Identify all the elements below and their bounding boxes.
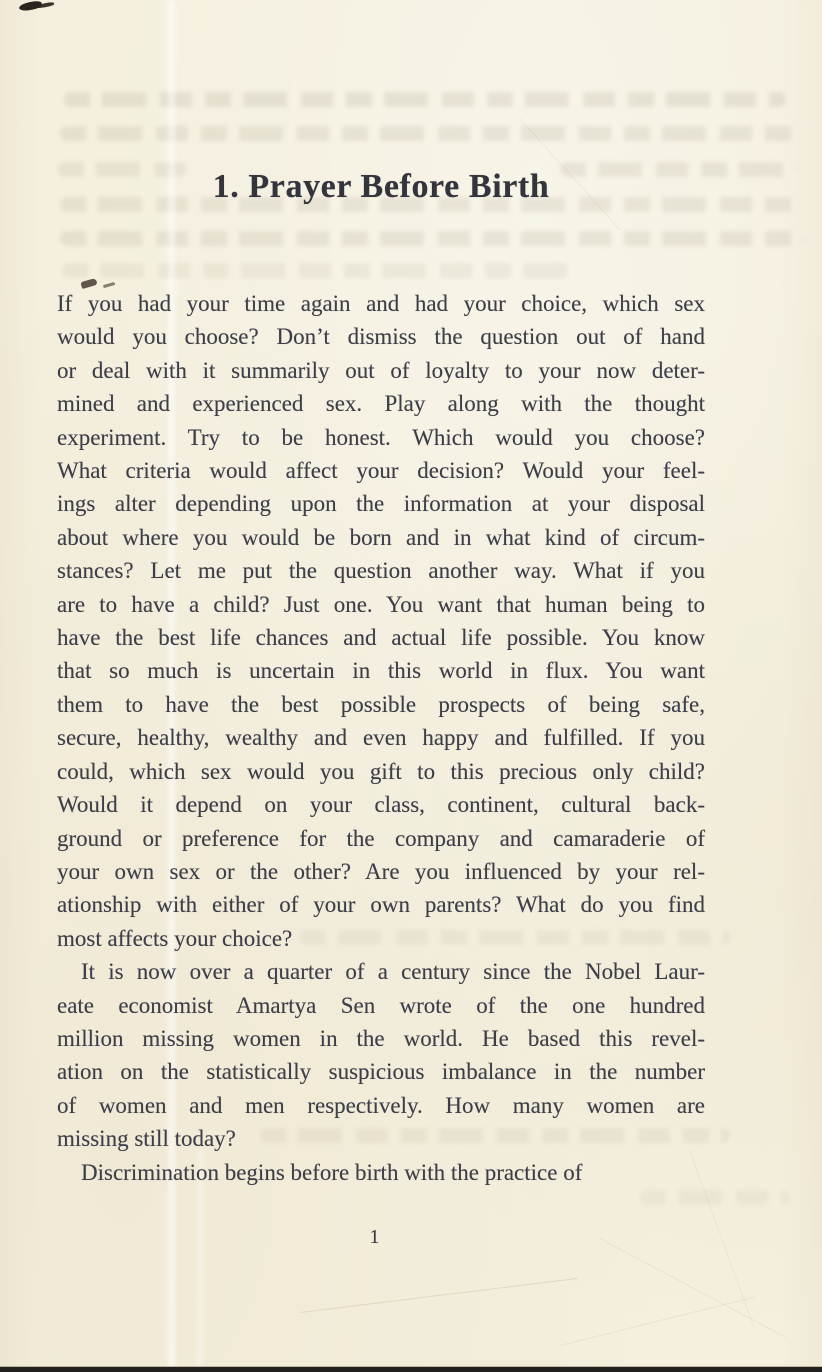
text-line: If you had your time again and had your choice, which sex (57, 291, 705, 316)
text-line: It is now over a quarter of a century since the Nobel Laur- (81, 959, 705, 985)
text-line: your own sex or the other? Are you influenced by your rel- (57, 858, 705, 884)
text-line: What criteria would affect your decision? Would your feel- (57, 458, 705, 484)
text-line: would you choose? Don’t dismiss the question out of hand (57, 324, 705, 350)
paper-crease (560, 1297, 754, 1346)
paper-crease (300, 1278, 578, 1313)
text-line: about where you would be born and in what kind of circum- (57, 524, 705, 550)
text-line: of women and men respectively. How many women are (57, 1092, 705, 1118)
text-line: or deal with it summarily out of loyalty to your now deter- (57, 357, 705, 383)
paragraph (57, 287, 705, 955)
text-line: have the best life chances and actual life possible. You know (57, 625, 705, 651)
text-line: ground or preference for the company and camaraderie of (57, 825, 705, 851)
text-line: ings alter depending upon the information at your disposal (57, 491, 705, 517)
text-line: secure, healthy, wealthy and even happy and fulfilled. If you (57, 725, 705, 751)
text-line: missing still today? (57, 1126, 236, 1152)
text-line: eate economist Amartya Sen wrote of the one hundred (57, 992, 705, 1018)
paper-crease (600, 1238, 786, 1337)
text-line: stances? Let me put the question another way. What if you (57, 558, 705, 584)
chapter-heading: 1. Prayer Before Birth (212, 167, 550, 205)
body-text (57, 287, 705, 1189)
paragraph (57, 1156, 705, 1189)
text-line: that so much is uncertain in this world in flux. You want (57, 658, 705, 684)
ink-smudge-top-left (18, 0, 42, 12)
text-line: ation on the statistically suspicious imbalance in the number (57, 1059, 705, 1085)
text-line: could, which sex would you gift to this precious only child? (57, 758, 705, 784)
text-line: Would it depend on your class, continent, cultural back- (57, 792, 705, 818)
showthrough-ghost-line (62, 263, 582, 278)
text-line: experiment. Try to be honest. Which would you choose? (57, 424, 705, 450)
text-line: million missing women in the world. He based this revel- (57, 1025, 705, 1051)
text-line: most affects your choice? (57, 925, 293, 951)
text-line: Discrimination begins before birth with the practice of (81, 1159, 583, 1185)
text-line: are to have a child? Just one. You want that human being to (57, 591, 705, 617)
text-line: ationship with either of your own parents? What do you find (57, 892, 705, 918)
showthrough-ghost-line (640, 1190, 790, 1205)
paragraph (57, 955, 705, 1155)
text-line: them to have the best possible prospects of being safe, (57, 691, 705, 717)
page-number: 1 (369, 1226, 381, 1248)
text-line: mined and experienced sex. Play along with the thought (57, 391, 705, 417)
scan-edge-strip (0, 1367, 822, 1372)
